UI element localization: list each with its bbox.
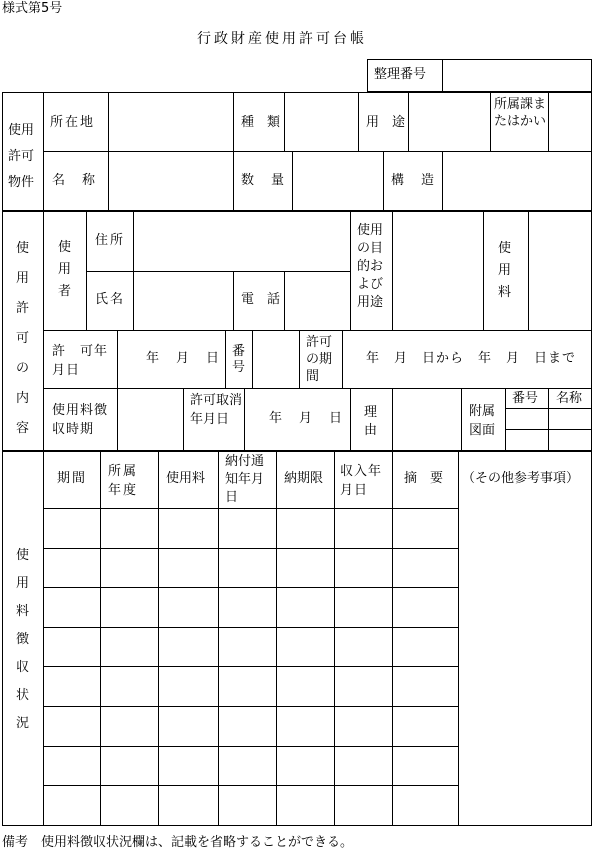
col-header-income-date: 収入年月日	[340, 464, 383, 498]
dept-field[interactable]	[549, 93, 591, 151]
reason-field[interactable]	[393, 389, 461, 450]
structure-field[interactable]	[443, 152, 591, 210]
registry-number-label: 整理番号	[374, 67, 427, 82]
permit-date-label: 許 可年月日	[52, 344, 109, 378]
form-number: 様式第5号	[2, 1, 63, 16]
col-header-period: 期間	[57, 471, 88, 486]
registry-number-field[interactable]	[443, 60, 591, 91]
permit-group-label: 使用許可の内容	[16, 241, 30, 436]
col-header-due-date: 納期限	[284, 471, 324, 486]
reason-label: 理由	[364, 405, 378, 438]
structure-label: 構 造	[391, 173, 437, 188]
fee-label: 使用料	[498, 241, 512, 300]
use-field[interactable]	[409, 93, 490, 151]
location-label: 所在地	[50, 115, 96, 130]
permit-date-value[interactable]: 年 月 日	[146, 351, 222, 366]
permit-number-field[interactable]	[253, 331, 299, 388]
col-header-fee: 使用料	[166, 471, 206, 486]
fee-collection-field[interactable]	[118, 389, 183, 450]
page-title: 行政財産使用許可台帳	[197, 31, 367, 47]
location-field[interactable]	[109, 93, 233, 151]
person-name-label: 氏名	[95, 292, 126, 307]
revoke-label: 許可取消年月日	[190, 393, 243, 427]
fee-field[interactable]	[529, 212, 591, 330]
collection-rows[interactable]	[44, 509, 458, 825]
revoke-date-value[interactable]: 年 月 日	[269, 411, 345, 426]
person-name-field[interactable]	[134, 272, 233, 330]
name-field[interactable]	[109, 152, 233, 210]
user-label: 使用者	[58, 240, 72, 299]
attached-label: 附属図面	[469, 404, 496, 438]
quantity-label: 数 量	[241, 173, 287, 188]
property-group-label: 使用許可物件	[8, 123, 35, 190]
address-label: 住所	[95, 233, 126, 248]
collection-group-label: 使用料徴収状況	[16, 548, 30, 731]
phone-field[interactable]	[285, 272, 350, 330]
permit-number-label: 番号	[232, 344, 246, 375]
attached-name-label: 名称	[556, 391, 583, 406]
footnote: 備考 使用料徴収状況欄は、記載を省略することができる。	[2, 835, 354, 850]
kind-label: 種 類	[241, 115, 281, 130]
fee-collection-label: 使用料徴収時期	[52, 403, 109, 437]
kind-field[interactable]	[285, 93, 358, 151]
attached-number-label: 番号	[512, 391, 539, 406]
dept-label: 所属課またはかい	[494, 97, 547, 129]
other-reference-label: （その他参考事項）	[462, 471, 580, 486]
other-reference-field[interactable]	[459, 490, 591, 824]
address-field[interactable]	[134, 212, 350, 271]
col-header-fiscal-year: 所属年度	[108, 464, 139, 498]
phone-label: 電 話	[241, 292, 281, 307]
period-label: 許可の期間	[306, 335, 333, 384]
quantity-field[interactable]	[293, 152, 383, 210]
period-value[interactable]: 年 月 日から 年 月 日まで	[366, 351, 577, 366]
col-header-remarks: 摘 要	[404, 471, 444, 486]
purpose-field[interactable]	[393, 212, 483, 330]
purpose-label: 使用の目的および用途	[357, 223, 384, 310]
col-header-notice-date: 納付通知年月日	[225, 454, 265, 505]
name-label: 名 称	[52, 173, 98, 188]
use-label: 用 途	[366, 115, 406, 130]
